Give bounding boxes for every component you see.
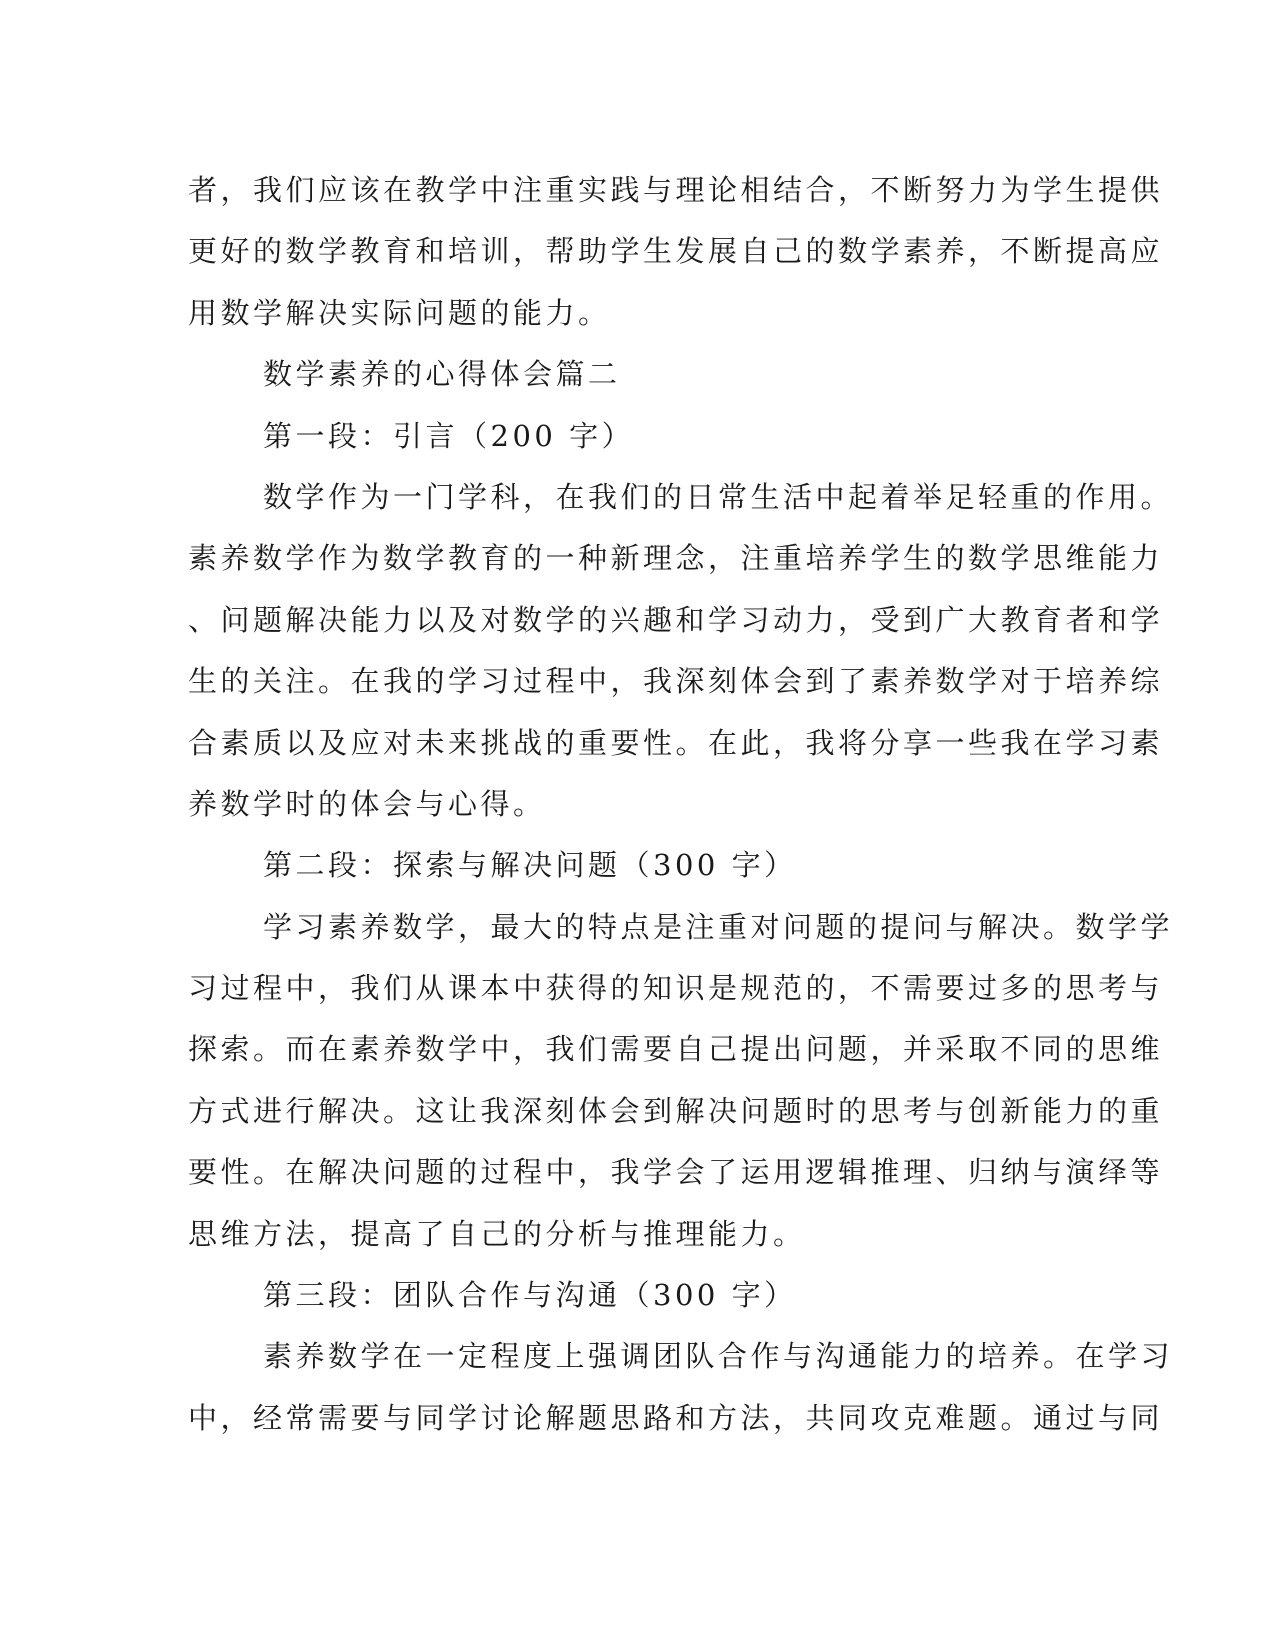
text-line: 思维方法，提高了自己的分析与推理能力。 bbox=[188, 1216, 806, 1251]
text-line: 要性。在解决问题的过程中，我学会了运用逻辑推理、归纳与演绎等 bbox=[188, 1155, 1164, 1190]
text-line: 素养数学在一定程度上强调团队合作与沟通能力的培养。在学习 bbox=[263, 1339, 1174, 1374]
text-line: 数学作为一门学科，在我们的日常生活中起着举足轻重的作用。 bbox=[263, 479, 1174, 514]
text-line: 中，经常需要与同学讨论解题思路和方法，共同攻克难题。通过与同 bbox=[188, 1400, 1164, 1435]
text-line: 合素质以及应对未来挑战的重要性。在此，我将分享一些我在学习素 bbox=[188, 725, 1164, 760]
document-body bbox=[188, 160, 1174, 1449]
text-line: 更好的数学教育和培训，帮助学生发展自己的数学素养，不断提高应 bbox=[188, 234, 1164, 269]
paragraph-heading-3: 第三段：团队合作与沟通（300 字） bbox=[263, 1278, 797, 1313]
text-line: 方式进行解决。这让我深刻体会到解决问题时的思考与创新能力的重 bbox=[188, 1093, 1164, 1128]
text-line: 习过程中，我们从课本中获得的知识是规范的，不需要过多的思考与 bbox=[188, 971, 1164, 1006]
text-line: 用数学解决实际问题的能力。 bbox=[188, 295, 611, 330]
text-line: 养数学时的体会与心得。 bbox=[188, 786, 546, 821]
paragraph-heading-2: 第二段：探索与解决问题（300 字） bbox=[263, 848, 797, 883]
paragraph-heading-1: 第一段：引言（200 字） bbox=[263, 418, 635, 453]
text-line: 探索。而在素养数学中，我们需要自己提出问题，并采取不同的思维 bbox=[188, 1032, 1164, 1067]
text-line: 生的关注。在我的学习过程中，我深刻体会到了素养数学对于培养综 bbox=[188, 664, 1164, 699]
text-line: 学习素养数学，最大的特点是注重对问题的提问与解决。数学学 bbox=[263, 909, 1174, 944]
text-line: 、问题解决能力以及对数学的兴趣和学习动力，受到广大教育者和学 bbox=[188, 602, 1164, 637]
section-title: 数学素养的心得体会篇二 bbox=[263, 357, 621, 392]
text-line: 者，我们应该在教学中注重实践与理论相结合，不断努力为学生提供 bbox=[188, 173, 1164, 207]
text-line: 素养数学作为数学教育的一种新理念，注重培养学生的数学思维能力 bbox=[188, 541, 1164, 576]
